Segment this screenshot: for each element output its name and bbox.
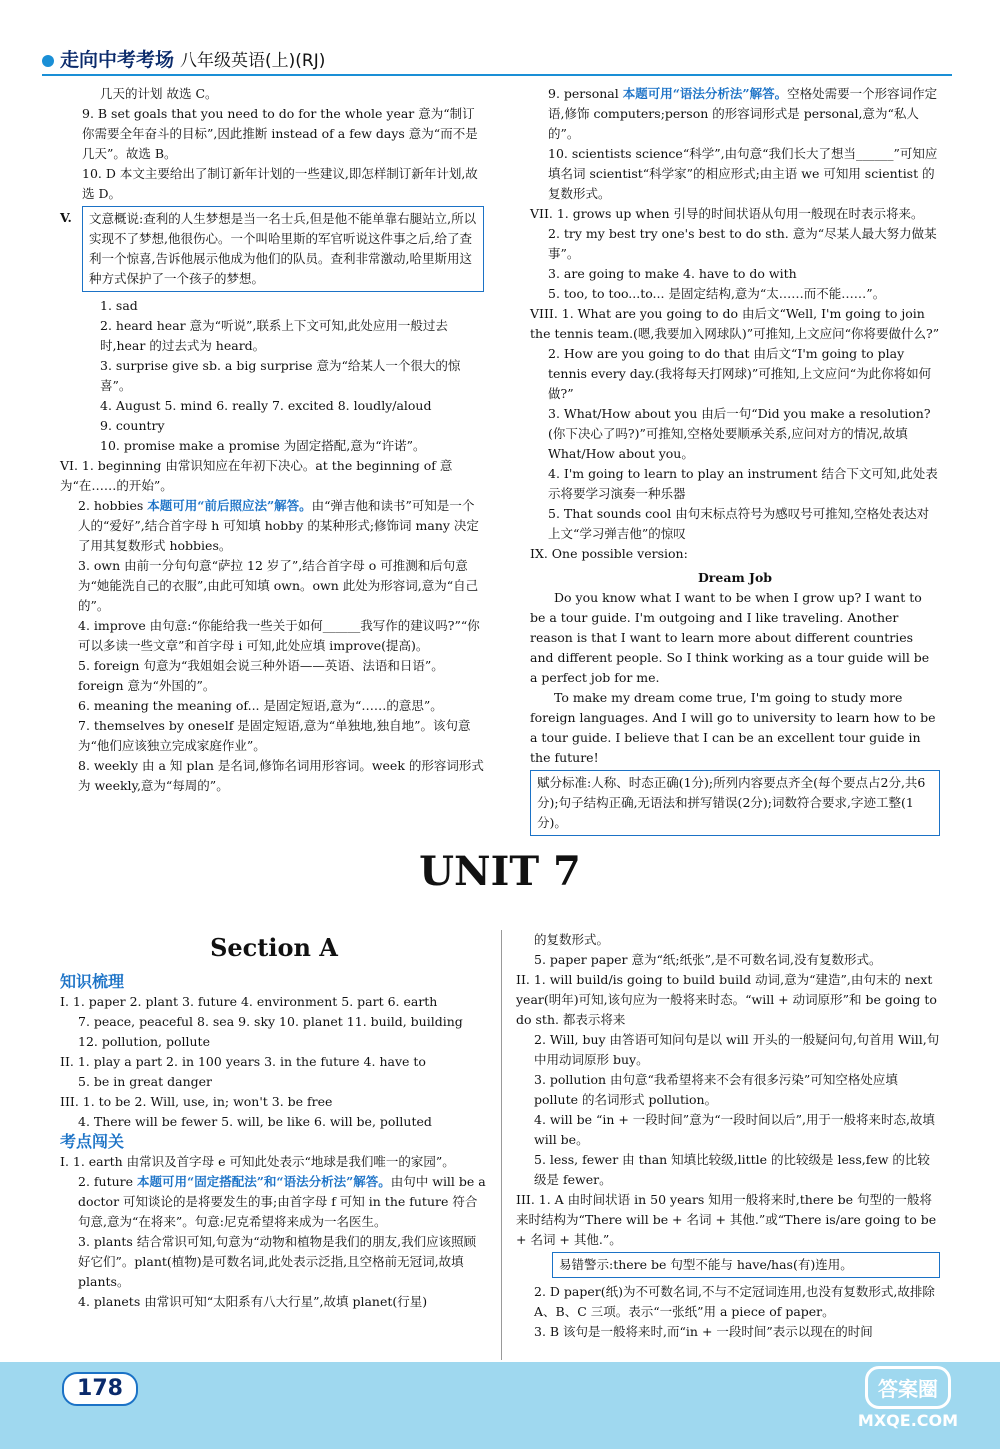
answer-line: III. 1. A 由时间状语 in 50 years 知用一般将来时,there be 句型的一般将来时结构为“There will be + 名词 + 其他.”或“There is/are going to be + 名词 + 其他.”。 bbox=[516, 1192, 937, 1247]
answer-line: 8. weekly 由 a 知 plan 是名词,修饰名词用形容词。week 的形容词形式为 weekly,意为“每周的”。 bbox=[78, 758, 484, 793]
answer-line: 2. Will, buy 由答语可知问句是以 will 开头的一般疑问句,句首用 Will,句中用动词原形 buy。 bbox=[534, 1032, 940, 1067]
scoring-box bbox=[530, 770, 940, 836]
exam-line: I. 1. earth 由常识及首字母 e 可知此处表示“地球是我们唯一的家园”。 bbox=[60, 1154, 455, 1169]
summary-text: 文意概说:查利的人生梦想是当一名士兵,但是他不能单靠右腿站立,所以实现不了梦想,他很伤心。一个叫哈里斯的军官听说这件事之后,给了查利一个惊喜,告诉他展示他成为他们的队员。查利非常激动,哈里斯用这种方式保护了一个孩子的梦想。 bbox=[89, 211, 477, 286]
tip-box bbox=[552, 1252, 940, 1278]
answer-line: 2. heard hear 意为“听说”,联系上下文可知,此处应用一般过去时,hear 的过去式为 heard。 bbox=[100, 318, 448, 353]
answer-line: 3. pollution 由句意“我希望将来不会有很多污染”可知空格处应填 pollute 的名词形式 pollution。 bbox=[534, 1072, 898, 1107]
watermark-logo bbox=[838, 1366, 978, 1436]
exam-heading: 考点闯关 bbox=[60, 1132, 125, 1151]
answer-line: 9. personal 本题可用“语法分析法”解答。空格处需要一个形容词作定语,修饰 computers;person 的形容词形式是 personal,意为“私人的”。 bbox=[548, 86, 938, 141]
exam-line: 2. future 本题可用“固定搭配法”和“语法分析法”解答。由句中 will be a doctor 可知谈论的是将要发生的事;由首字母 f 可知 in the future 符合句意,意为“在将来”。句意:尼克希望将来成为一名医生。 bbox=[78, 1174, 486, 1229]
answer-line: 1. sad bbox=[100, 298, 138, 313]
answer-line: 3. are going to make 4. have to do with bbox=[548, 266, 797, 281]
exam-line: 3. plants 结合常识可知,句意为“动物和植物是我们的朋友,我们应该照顾好它们”。plant(植物)是可数名词,此处表示泛指,且空格前无冠词,故填 plants。 bbox=[78, 1234, 477, 1289]
answer-line: II. 1. will build/is going to build build 动词,意为“建造”,由句末的 next year(明年)可知,该句应为一般将来时态。“will + 动词原形”和 be going to do sth. 都表示将来 bbox=[516, 972, 937, 1027]
section-v-label: V. bbox=[60, 210, 72, 225]
book-title: 走向中考考场 bbox=[60, 49, 175, 71]
left-column-top bbox=[60, 84, 484, 796]
answer-line: 4. will be “in + 一段时间”意为“一段时间以后”,用于一般将来时态,故填 will be。 bbox=[534, 1112, 935, 1147]
left-column-bottom bbox=[60, 930, 488, 1312]
section-title: Section A bbox=[210, 933, 338, 962]
knowledge-line: II. 1. play a part 2. in 100 years 3. in the future 4. have to bbox=[60, 1054, 426, 1069]
answer-line: 2. hobbies 本题可用“前后照应法”解答。由“弹吉他和读书”可知是一个人的“爱好”,结合首字母 h 可知填 hobby 的某种形式;修饰词 many 决定了用其复数形式 hobbies。 bbox=[78, 498, 479, 553]
essay-title: Dream Job bbox=[697, 570, 773, 585]
right-column-top bbox=[530, 84, 940, 840]
knowledge-line: 12. pollution, pollute bbox=[78, 1034, 210, 1049]
summary-box bbox=[82, 206, 484, 292]
answer-line: 的复数形式。 bbox=[534, 932, 610, 947]
method-hint: 本题可用“语法分析法”解答。 bbox=[622, 86, 788, 101]
answer-line: 4. improve 由句意:“你能给我一些关于如何______我写作的建议吗?”“你可以多读一些文章”和首字母 i 可知,此处应填 improve(提高)。 bbox=[78, 618, 480, 653]
knowledge-line: 5. be in great danger bbox=[78, 1074, 212, 1089]
knowledge-line: 4. There will be fewer 5. will, be like 6. will be, polluted bbox=[78, 1114, 432, 1129]
answer-line: 9. country bbox=[100, 418, 165, 433]
answer-line: 7. themselves by oneself 是固定短语,意为“单独地,独自地”。该句意为“他们应该独立完成家庭作业”。 bbox=[78, 718, 471, 753]
answer-line: 10. promise make a promise 为固定搭配,意为“许诺”。 bbox=[100, 438, 426, 453]
answer-line: 3. surprise give sb. a big surprise 意为“给某人一个很大的惊喜”。 bbox=[100, 358, 461, 393]
answer-line: VII. 1. grows up when 引导的时间状语从句用一般现在时表示将来。 bbox=[530, 206, 924, 221]
answer-line: 5. too, to too...to... 是固定结构,意为“太……而不能……”。 bbox=[548, 286, 886, 301]
book-subtitle: 八年级英语(上)(RJ) bbox=[180, 51, 326, 71]
bullet-dot-icon bbox=[42, 55, 54, 67]
essay-paragraph-1: Do you know what I want to be when I grow up? I want to be a tour guide. I'm outgoing and I like traveling. Another reason is that I want to learn more about different countries and different people. So I think working as a tour guide will be a perfect job for me. bbox=[530, 590, 930, 685]
answer-line: 3. B 该句是一般将来时,而“in + 一段时间”表示以现在的时间 bbox=[534, 1324, 873, 1339]
exam-line: 4. planets 由常识可知“太阳系有八大行星”,故填 planet(行星) bbox=[78, 1294, 428, 1309]
knowledge-line: I. 1. paper 2. plant 3. future 4. environment 5. part 6. earth bbox=[60, 994, 438, 1009]
running-header bbox=[42, 45, 952, 75]
answer-line: 6. meaning the meaning of... 是固定短语,意为“……的意思”。 bbox=[78, 698, 443, 713]
page-number: 178 bbox=[62, 1372, 138, 1406]
right-column-bottom bbox=[516, 930, 940, 1342]
knowledge-line: 7. peace, peaceful 8. sea 9. sky 10. planet 11. build, building bbox=[78, 1014, 463, 1029]
answer-line: 几天的计划 故选 C。 bbox=[100, 86, 218, 101]
answer-line: 5. That sounds cool 由句末标点符号为感叹号可推知,空格处表达对上文“学习弹吉他”的惊叹 bbox=[548, 506, 930, 541]
scoring-text: 赋分标准:人称、时态正确(1分);所列内容要点齐全(每个要点占2分,共6分);句子结构正确,无语法和拼写错误(2分);词数符合要求,字迹工整(1分)。 bbox=[537, 775, 926, 830]
answer-line: 10. D 本文主要给出了制订新年计划的一些建议,即怎样制订新年计划,故选 D。 bbox=[82, 166, 478, 201]
answer-line: 5. less, fewer 由 than 知填比较级,little 的比较级是 less,few 的比较级是 fewer。 bbox=[534, 1152, 930, 1187]
knowledge-heading: 知识梳理 bbox=[60, 972, 125, 991]
answer-line: 5. paper paper 意为“纸;纸张”,是不可数名词,没有复数形式。 bbox=[534, 952, 882, 967]
knowledge-line: III. 1. to be 2. Will, use, in; won't 3. be free bbox=[60, 1094, 333, 1109]
watermark-url: MXQE.COM bbox=[857, 1411, 959, 1430]
answer-line: 10. scientists science“科学”,由句意“我们长大了想当______”可知应填名词 scientist“科学家”的相应形式;由主语 we 可知用 scientist 的复数形式。 bbox=[548, 146, 938, 201]
answer-line: 2. How are you going to do that 由后文“I'm going to play tennis every day.(我将每天打网球)”可推知,上文应问“为此你将如何做?” bbox=[548, 346, 932, 401]
unit-title: UNIT 7 bbox=[419, 848, 581, 895]
tip-text: 易错警示:there be 句型不能与 have/has(有)连用。 bbox=[559, 1257, 853, 1272]
method-hint: 本题可用“前后照应法”解答。 bbox=[147, 498, 312, 513]
essay-paragraph-2: To make my dream come true, I'm going to study more foreign languages. And I will go to university to learn how to be a tour guide. I believe that I can be an excellent tour guide in the future! bbox=[530, 690, 936, 765]
answer-line: 3. What/How about you 由后一句“Did you make a resolution?(你下决心了吗?)”可推知,空格处要顺承关系,应问对方的情况,故填 What/How about you。 bbox=[548, 406, 931, 461]
answer-line: 3. own 由前一分句句意“萨拉 12 岁了”,结合首字母 o 可推测和后句意为“她能洗自己的衣服”,由此可知填 own。own 此处为形容词,意为“自己的”。 bbox=[78, 558, 479, 613]
watermark-text: 答案圈 bbox=[865, 1366, 951, 1409]
answer-line: 4. I'm going to learn to play an instrument 结合下文可知,此处表示将要学习演奏一种乐器 bbox=[548, 466, 938, 501]
answer-line: 2. D paper(纸)为不可数名词,不与不定冠词连用,也没有复数形式,故排除 A、B、C 三项。表示“一张纸”用 a piece of paper。 bbox=[534, 1284, 935, 1319]
header-rule bbox=[42, 74, 952, 76]
answer-line: IX. One possible version: bbox=[530, 546, 688, 561]
answer-line: 9. B set goals that you need to do for the whole year 意为“制订你需要全年奋斗的目标”,因此推断 instead of a few days 意为“而不是几天”。故选 B。 bbox=[82, 106, 478, 161]
column-divider bbox=[501, 930, 502, 1360]
answer-line: VI. 1. beginning 由常识知应在年初下决心。at the beginning of 意为“在……的开始”。 bbox=[60, 458, 453, 493]
method-hint: 本题可用“固定搭配法”和“语法分析法”解答。 bbox=[137, 1174, 391, 1189]
answer-line: 2. try my best try one's best to do sth. 意为“尽某人最大努力做某事”。 bbox=[548, 226, 937, 261]
answer-line: VIII. 1. What are you going to do 由后文“Well, I'm going to join the tennis team.(嗯,我要加入网球队)”可推知,上文应问“你将要做什么?” bbox=[530, 306, 940, 341]
answer-line: 4. August 5. mind 6. really 7. excited 8. loudly/aloud bbox=[100, 398, 432, 413]
answer-line: 5. foreign 句意为“我姐姐会说三种外语——英语、法语和日语”。foreign 意为“外国的”。 bbox=[78, 658, 444, 693]
